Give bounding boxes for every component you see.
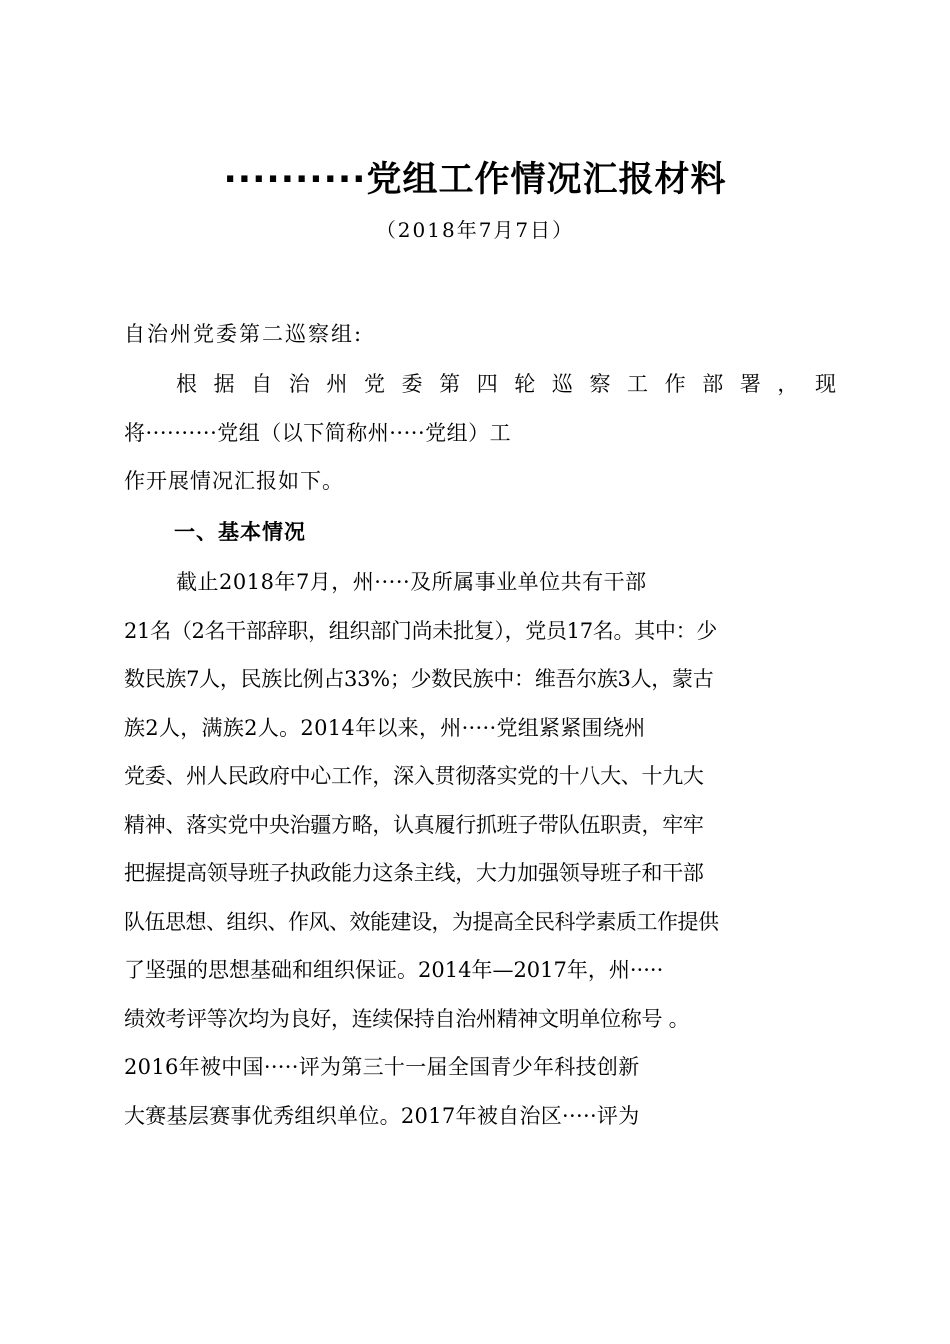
paragraph-line: 队伍思想、组织、作风、效能建设，为提高全民科学素质工作提供 [124,909,719,934]
basic-situation-paragraph [124,558,836,1140]
salutation: 自治州党委第二巡察组: [124,322,364,346]
paragraph-line: 21名（2名干部辞职，组织部门尚未批复），党员17名。其中：少 [124,618,718,643]
paragraph-line: 了坚强的思想基础和组织保证。2014年—2017年，州····· [124,958,664,982]
paragraph-line: 截止2018年7月，州·····及所属事业单位共有干部 [176,570,647,594]
paragraph-line: 将··········党组（以下简称州·····党组）工 [124,420,512,445]
paragraph-line: 根据自治州党委第四轮巡察工作部署，现 [176,372,836,396]
document-date: （2018年7月7日） [375,218,575,242]
paragraph-line: 数民族7人，民族比例占33%；少数民族中：维吾尔族3人，蒙古 [124,667,714,691]
intro-paragraph [124,360,836,506]
paragraph-line: 族2人，满族2人。2014年以来，州·····党组紧紧围绕州 [124,715,646,740]
document-title: ··········党组工作情况汇报材料 [223,160,727,200]
paragraph-line: 作开展情况汇报如下。 [124,469,344,493]
paragraph-line: 精神、落实党中央治疆方略，认真履行抓班子带队伍职责，牢牢 [124,812,704,837]
section-heading: 一、基本情况 [174,520,306,544]
paragraph-line: 绩效考评等次均为良好，连续保持自治州精神文明单位称号 。 [124,1006,690,1031]
paragraph-line: 大赛基层赛事优秀组织单位。2017年被自治区·····评为 [124,1103,640,1128]
paragraph-line: 2016年被中国·····评为第三十一届全国青少年科技创新 [124,1055,640,1079]
paragraph-line: 党委、州人民政府中心工作，深入贯彻落实党的十八大、十九大 [124,764,704,788]
paragraph-line: 把握提高领导班子执政能力这条主线，大力加强领导班子和干部 [124,861,704,885]
